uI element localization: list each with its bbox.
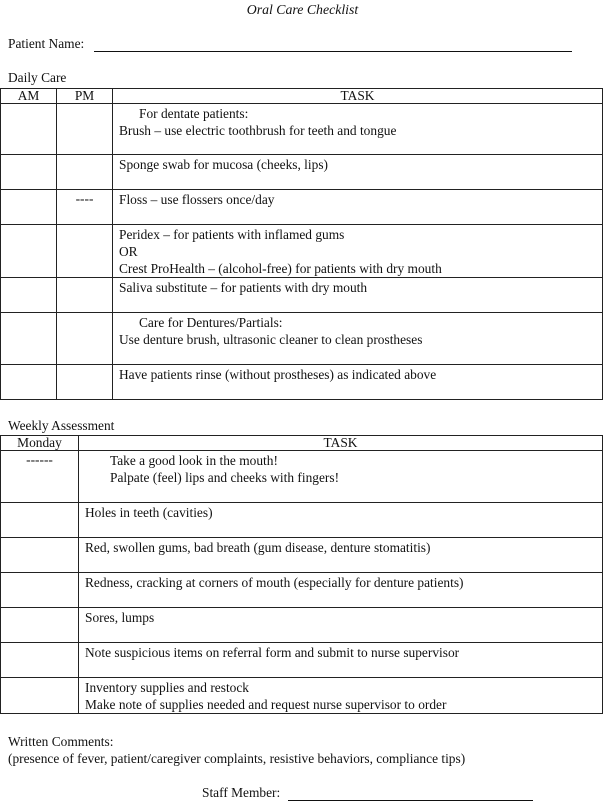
- weekly-assessment-table: [0, 435, 603, 714]
- table-row: [1, 190, 603, 225]
- task-subheading: For dentate patients:: [139, 106, 249, 121]
- monday-column-header: Monday: [1, 436, 79, 451]
- task-text: Sponge swab for mucosa (cheeks, lips): [119, 157, 328, 172]
- written-comments-section: [8, 733, 465, 767]
- task-cell: [79, 451, 603, 503]
- patient-name-field[interactable]: [94, 38, 572, 52]
- task-text: Have patients rinse (without prostheses) as indicated above: [119, 367, 437, 382]
- daily-care-heading: Daily Care: [8, 70, 67, 85]
- task-cell: [113, 365, 603, 400]
- pm-checkbox-cell[interactable]: [57, 155, 113, 190]
- monday-checkbox-cell[interactable]: [1, 538, 79, 573]
- pm-checkbox-cell[interactable]: [57, 278, 113, 313]
- pm-checkbox-cell[interactable]: [57, 313, 113, 365]
- task-text: Brush – use electric toothbrush for teeth and tongue: [119, 123, 397, 138]
- task-text: Peridex – for patients with inflamed gums: [119, 227, 345, 242]
- table-row: [1, 365, 603, 400]
- task-text: Use denture brush, ultrasonic cleaner to clean prostheses: [119, 332, 423, 347]
- task-cell: [79, 678, 603, 714]
- written-comments-label: Written Comments:: [8, 734, 114, 749]
- pm-column-header: PM: [57, 89, 113, 104]
- table-row: [1, 608, 603, 643]
- written-comments-hint: (presence of fever, patient/caregiver complaints, resistive behaviors, compliance tips): [8, 751, 466, 766]
- task-cell: [79, 573, 603, 608]
- task-text: Red, swollen gums, bad breath (gum disease, denture stomatitis): [85, 540, 431, 555]
- pm-checkbox-cell[interactable]: [57, 104, 113, 155]
- weekly-header-row: [1, 436, 603, 451]
- monday-checkbox-cell[interactable]: [1, 643, 79, 678]
- am-checkbox-cell[interactable]: [1, 155, 57, 190]
- task-text: Take a good look in the mouth!: [110, 453, 278, 468]
- table-row: [1, 573, 603, 608]
- page-title: Oral Care Checklist: [246, 2, 359, 17]
- table-row: [1, 678, 603, 714]
- staff-member-label: Staff Member:: [202, 785, 281, 800]
- am-checkbox-cell[interactable]: [1, 365, 57, 400]
- am-column-header: AM: [1, 89, 57, 104]
- task-text: Crest ProHealth – (alcohol-free) for patients with dry mouth: [119, 261, 442, 276]
- staff-member-row: [202, 784, 533, 801]
- task-text: Redness, cracking at corners of mouth (especially for denture patients): [85, 575, 464, 590]
- task-column-header: TASK: [79, 436, 603, 451]
- staff-member-field[interactable]: [288, 788, 533, 801]
- task-text: Palpate (feel) lips and cheeks with fingers!: [110, 470, 340, 485]
- am-checkbox-cell[interactable]: [1, 190, 57, 225]
- table-row: [1, 313, 603, 365]
- task-cell: [113, 225, 603, 278]
- table-row: [1, 503, 603, 538]
- task-text: Note suspicious items on referral form and submit to nurse supervisor: [85, 645, 460, 660]
- table-row: [1, 225, 603, 278]
- am-checkbox-cell[interactable]: [1, 225, 57, 278]
- am-checkbox-cell[interactable]: [1, 313, 57, 365]
- weekly-assessment-heading: Weekly Assessment: [8, 418, 115, 433]
- task-text: OR: [119, 244, 138, 259]
- pm-checkbox-cell[interactable]: [57, 225, 113, 278]
- task-text: Holes in teeth (cavities): [85, 505, 213, 520]
- daily-header-row: [1, 89, 603, 104]
- monday-checkbox-cell[interactable]: [1, 678, 79, 714]
- monday-checkbox-cell[interactable]: [1, 503, 79, 538]
- task-text: Floss – use flossers once/day: [119, 192, 275, 207]
- task-cell: [79, 608, 603, 643]
- task-cell: [113, 155, 603, 190]
- monday-checkbox-cell[interactable]: ------: [1, 451, 79, 503]
- task-text: Saliva substitute – for patients with dry mouth: [119, 280, 368, 295]
- task-cell: [113, 190, 603, 225]
- task-cell: [113, 278, 603, 313]
- patient-name-row: [8, 35, 572, 52]
- daily-care-table: [0, 88, 603, 400]
- table-row: [1, 643, 603, 678]
- task-text: Sores, lumps: [85, 610, 155, 625]
- task-cell: [113, 104, 603, 155]
- table-row: [1, 538, 603, 573]
- monday-checkbox-cell[interactable]: [1, 573, 79, 608]
- patient-name-label: Patient Name:: [8, 36, 85, 51]
- task-text: Make note of supplies needed and request nurse supervisor to order: [85, 697, 447, 712]
- am-checkbox-cell[interactable]: [1, 278, 57, 313]
- pm-checkbox-cell[interactable]: [57, 365, 113, 400]
- task-column-header: TASK: [113, 89, 603, 104]
- monday-checkbox-cell[interactable]: [1, 608, 79, 643]
- task-cell: [79, 643, 603, 678]
- table-row: [1, 155, 603, 190]
- table-row: [1, 451, 603, 503]
- table-row: [1, 104, 603, 155]
- table-row: [1, 278, 603, 313]
- task-subheading: Care for Dentures/Partials:: [139, 315, 283, 330]
- task-cell: [79, 538, 603, 573]
- pm-checkbox-cell[interactable]: ----: [57, 190, 113, 225]
- am-checkbox-cell[interactable]: [1, 104, 57, 155]
- task-cell: [79, 503, 603, 538]
- task-cell: [113, 313, 603, 365]
- task-text: Inventory supplies and restock: [85, 680, 249, 695]
